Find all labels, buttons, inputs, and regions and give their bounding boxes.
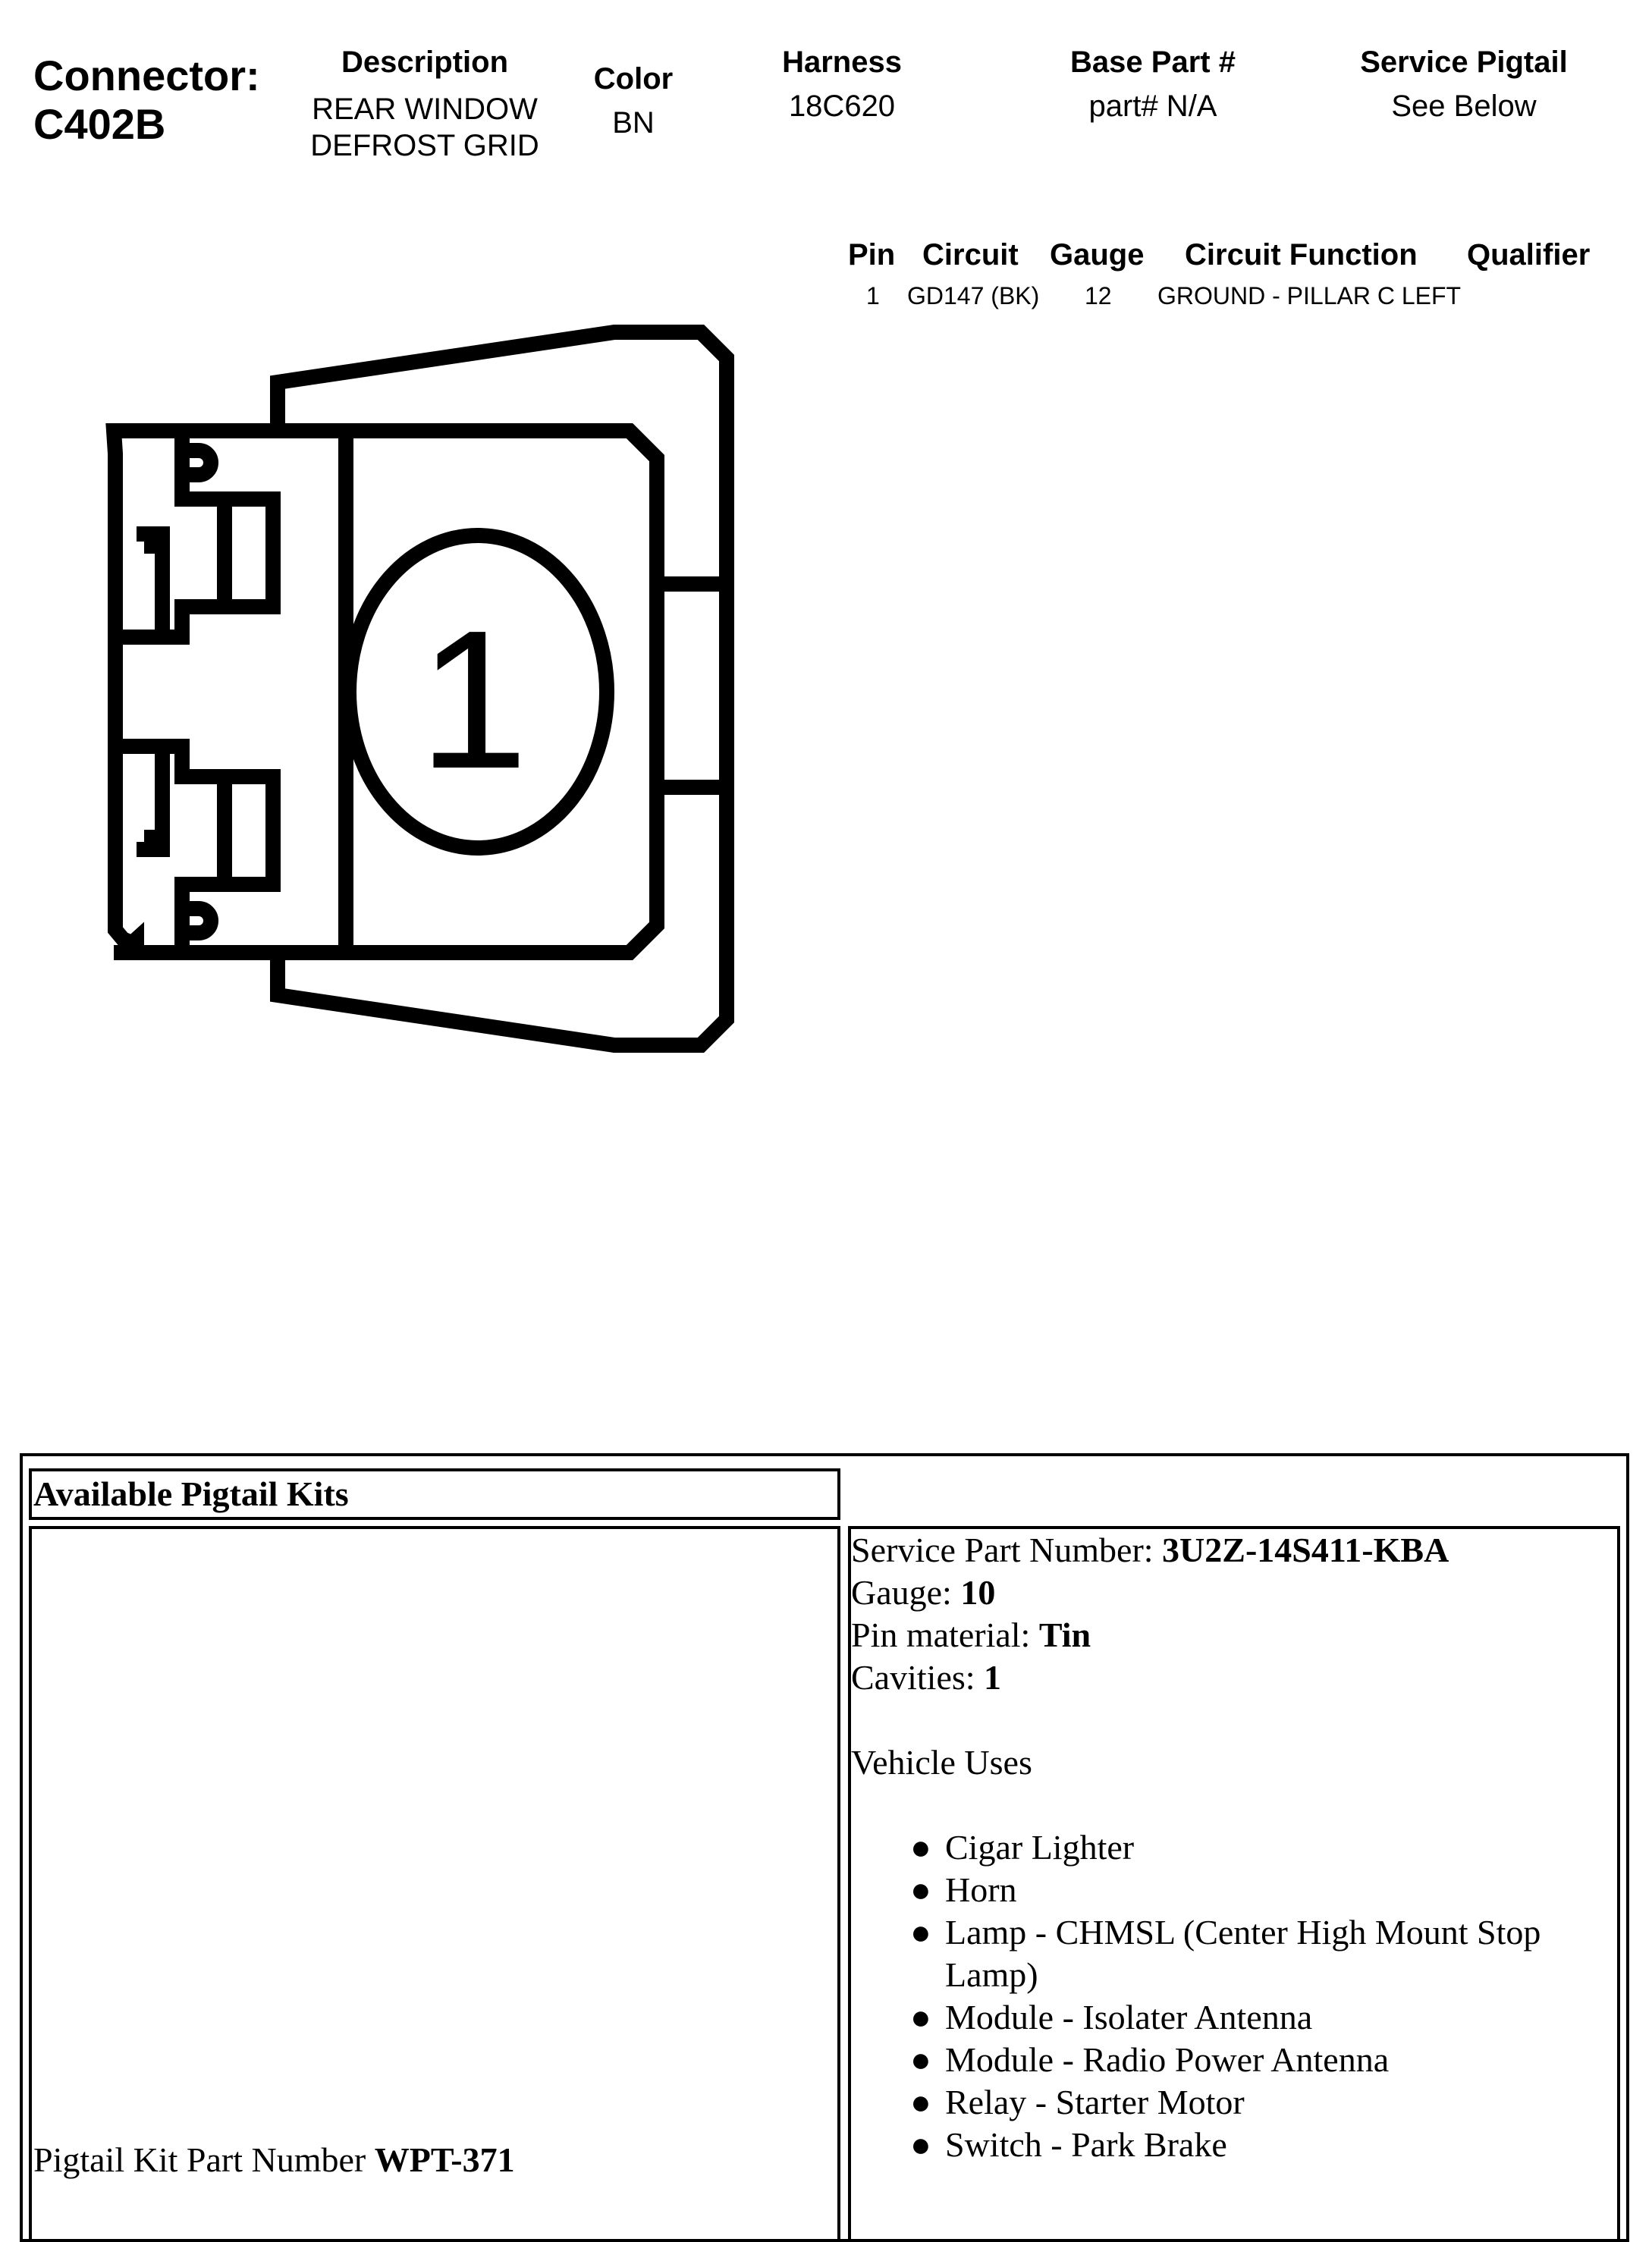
column-heading: Color [593, 62, 674, 96]
column-value: part# N/A [1088, 89, 1217, 123]
pigtail-details [851, 1529, 1610, 2166]
vehicle-uses-list [851, 1826, 1610, 2166]
bullet-icon: ● [910, 2083, 931, 2121]
list-item: ● Horn [851, 1869, 1610, 1911]
vehicle-uses-heading: Vehicle Uses [851, 1743, 1032, 1782]
column-heading: Harness [782, 46, 902, 79]
pigtail-kit-value: WPT-371 [374, 2140, 515, 2179]
pigtail-kit-label: Pigtail Kit Part Number [33, 2140, 375, 2179]
column-value: REAR WINDOW [312, 93, 538, 126]
column-heading: Base Part # [1070, 46, 1236, 79]
column-service-pigtail [1320, 44, 1608, 124]
connector-id: C402B [33, 100, 166, 148]
column-value: DEFROST GRID [310, 129, 539, 162]
bullet-icon: ● [910, 1870, 931, 1909]
pin-table-header-circuit: Circuit [922, 238, 1019, 272]
pin-table-header-function: Circuit Function [1185, 238, 1418, 272]
bullet-icon: ● [910, 1998, 931, 2036]
pin-number-label: 1 [418, 590, 529, 810]
column-heading: Service Pigtail [1360, 46, 1568, 79]
bullet-icon: ● [910, 2125, 931, 2164]
pin-row-function: GROUND - PILLAR C LEFT [1157, 282, 1462, 309]
list-item: ● Relay - Starter Motor [851, 2081, 1610, 2124]
connector-label: Connector: [33, 52, 260, 99]
list-item: ● Cigar Lighter [851, 1826, 1610, 1869]
pin-row-pin: 1 [866, 282, 880, 309]
pin-row-circuit: GD147 (BK) [907, 282, 1040, 309]
list-item: ● Lamp - CHMSL (Center High Mount Stop Lamp) [910, 1913, 1541, 1994]
column-value: BN [612, 106, 655, 140]
pin-table-header-pin: Pin [848, 238, 896, 272]
pin-table-header-qualifier: Qualifier [1467, 238, 1591, 272]
bullet-icon: ● [910, 1913, 931, 1952]
detail-gauge: Gauge: 10 [851, 1573, 996, 1612]
pigtail-kit-cell [29, 1526, 840, 2242]
column-harness [751, 44, 933, 124]
column-value: 18C620 [788, 89, 896, 123]
bullet-icon: ● [910, 2040, 931, 2079]
list-item: ● Module - Isolater Antenna [851, 1996, 1610, 2039]
pigtail-title: Available Pigtail Kits [33, 1474, 349, 1513]
lock-structure [144, 837, 152, 849]
inner-body-outline [114, 431, 657, 953]
pin-table-header-gauge: Gauge [1050, 238, 1145, 272]
detail-cavities: Cavities: 1 [851, 1658, 1002, 1697]
column-base-part [1032, 44, 1274, 124]
bullet-icon: ● [910, 1828, 931, 1867]
pin-row-gauge: 12 [1085, 282, 1112, 309]
lock-structure [144, 534, 152, 546]
pigtail-kit-part-number [33, 2139, 515, 2181]
list-item: ● Module - Radio Power Antenna [851, 2039, 1610, 2081]
column-value: See Below [1391, 89, 1537, 123]
connector-face-diagram [0, 0, 758, 1077]
list-item: ● Switch - Park Brake [851, 2124, 1610, 2166]
detail-service-part: Service Part Number: 3U2Z-14S411-KBA [851, 1531, 1449, 1569]
detail-pin-material: Pin material: Tin [851, 1616, 1091, 1654]
column-heading: Description [341, 46, 509, 79]
